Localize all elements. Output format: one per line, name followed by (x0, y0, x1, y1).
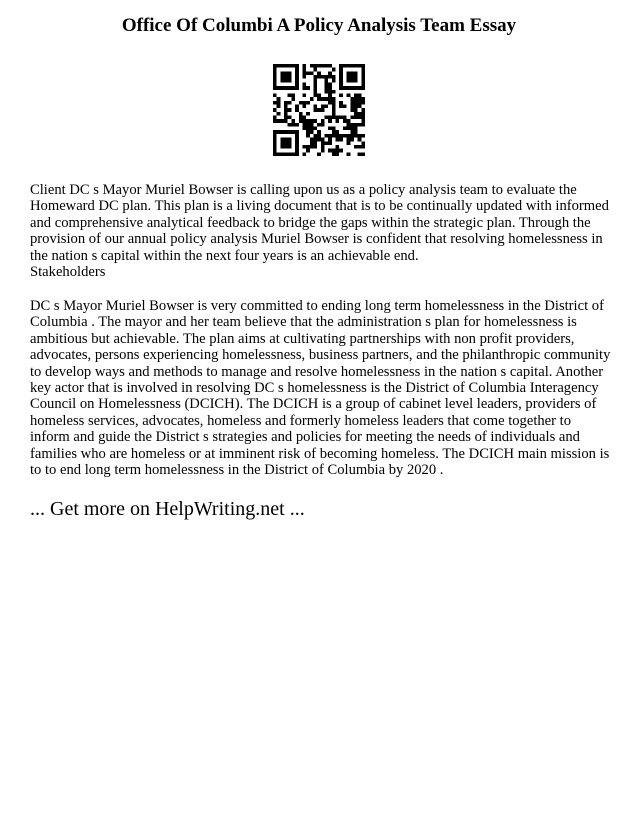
qr-code-icon (273, 64, 365, 156)
stakeholders-heading: Stakeholders (30, 264, 106, 281)
get-more-link[interactable]: ... Get more on HelpWriting.net ... (30, 498, 305, 520)
intro-paragraph-text: Client DC s Mayor Muriel Bowser is calling upon us as a policy analysis team to evaluate the Homeward DC plan. This plan is a living document that is to be continually updated with informed and comprehensive analytical feedback to bridge the gaps within the strategic plan. Through the provision of our annual policy analysis Muriel Bowser is confident that resolving homelessness in the nation s capital within the next four years is an achievable end. (30, 182, 609, 264)
page-title: Office Of Columbi A Policy Analysis Team Essay (121, 15, 517, 36)
intro-paragraph (30, 182, 612, 280)
stakeholders-paragraph: DC s Mayor Muriel Bowser is very committed to ending long term homelessness in the District of Columbia . The mayor and her team believe that the administration s plan for homelessness is ambitious but achievable. The plan aims at cultivating partnerships with non profit providers, advocates, persons experiencing homelessness, business partners, and the philanthropic community to develop ways and methods to manage and resolve homelessness in the nation s capital. Another key actor that is involved in resolving DC s homelessness is the District of Columbia Interagency Council on Homelessness (DCICH). The DCICH is a group of cabinet level leaders, providers of homeless services, advocates, homeless and formerly homeless leaders that come together to inform and guide the District s strategies and policies for meeting the needs of individuals and families who are homeless or at imminent risk of becoming homeless. The DCICH main mission is to to end long term homelessness in the District of Columbia by 2020 . (30, 298, 611, 479)
